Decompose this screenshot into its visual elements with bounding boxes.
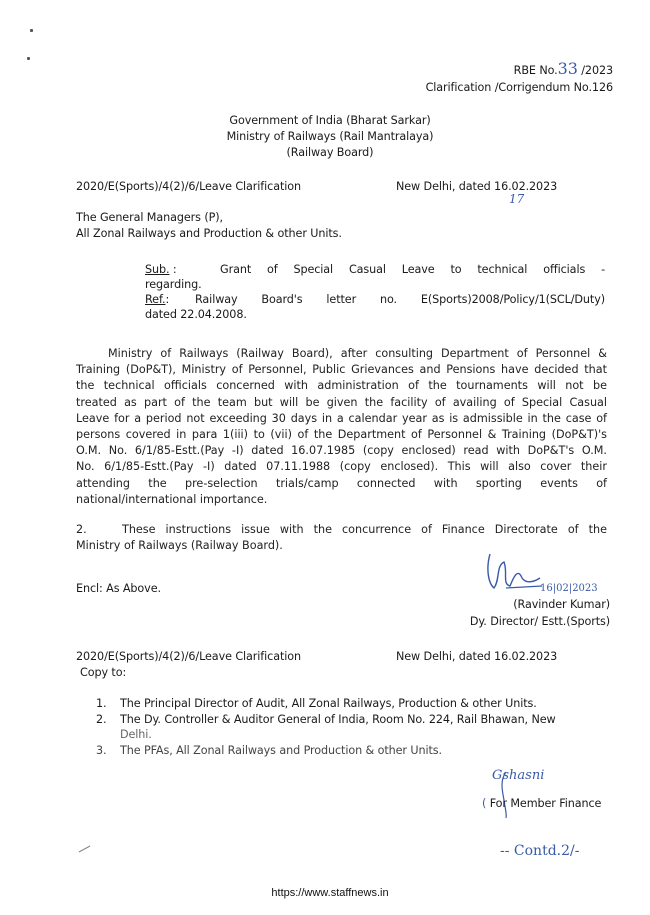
- ref-line2: dated 22.04.2008.: [145, 308, 247, 321]
- addressee-line1: The General Managers (P),: [76, 211, 223, 224]
- para1-line: the technical officials concerned with administration of the tournaments will not be: [76, 379, 607, 393]
- scan-mark: [78, 845, 92, 853]
- para2-number: 2.: [76, 523, 87, 536]
- footer-url[interactable]: https://www.staffnews.in: [271, 887, 389, 899]
- copy-list-item: 1. The Principal Director of Audit, All Zonal Railways, Production & other Units.: [96, 697, 537, 710]
- para1-line: No. 6/1/85-Estt.(Pay -I) dated 07.11.1988 (copy enclosed). This will also cover their: [76, 460, 607, 474]
- signature-date: 16|02|2023: [540, 583, 598, 594]
- sub-label: Sub.: [145, 263, 170, 276]
- para1-line: attending the pre-selection trials/camp connected with sporting events of: [76, 476, 607, 490]
- handwritten-contd: -- Contd.2/-: [500, 843, 580, 859]
- para1-line: treated as part of the team but will be given the facility of availing of Special Casual: [76, 395, 607, 409]
- addressee-line2: All Zonal Railways and Production & other Units.: [76, 227, 342, 240]
- para1-line: Leave for a period not exceeding 30 days in a calendar year as is admissible in the case of: [76, 411, 607, 425]
- subject-line1: Sub. : Grant of Special Casual Leave to technical officials -: [145, 263, 605, 276]
- para1-line: national/international importance.: [76, 492, 268, 506]
- ref-line1: Ref.: Railway Board's letter no. E(Sports)2008/Policy/1(SCL/Duty): [145, 293, 605, 306]
- body-paragraph-1: [76, 346, 607, 508]
- finance-signature-stroke: [496, 770, 516, 820]
- copy-list-item: 3. The PFAs, All Zonal Railways and Production & other Units.: [96, 744, 442, 757]
- scan-speck: [27, 57, 30, 60]
- finance-initials: Gshasni: [492, 768, 545, 783]
- para2-line2: Ministry of Railways (Railway Board).: [76, 539, 283, 553]
- para1-line: Ministry of Railways (Railway Board), after consulting Department of Personnel &: [108, 347, 607, 360]
- copy-file-number: 2020/E(Sports)/4(2)/6/Leave Clarification: [76, 650, 301, 663]
- subject-text: Grant of Special Casual Leave to technical officials -: [220, 263, 605, 276]
- for-member-finance: ( For Member Finance: [482, 797, 602, 810]
- rbe-number: RBE No.33 /2023: [513, 59, 613, 78]
- para1-line: Training (DoP&T), Ministry of Personnel, Public Grievances and Pensions have decided that: [76, 363, 607, 377]
- letterhead-board: (Railway Board): [286, 146, 374, 159]
- letterhead-ministry: Ministry of Railways (Rail Mantralaya): [226, 130, 434, 143]
- signatory-designation: Dy. Director/ Estt.(Sports): [469, 615, 610, 628]
- signature-scribble: [478, 548, 548, 598]
- rbe-handwritten-number: 33: [557, 59, 578, 78]
- ref-text: Railway Board's letter no. E(Sports)2008/Policy/1(SCL/Duty): [195, 293, 605, 306]
- para2-line1: 2. These instructions issue with the concurrence of Finance Directorate of the: [76, 522, 607, 538]
- copy-to-label: Copy to:: [80, 666, 127, 679]
- copy-list: [96, 696, 576, 758]
- scan-speck: [30, 29, 33, 32]
- clarification-number: Clarification /Corrigendum No.126: [425, 81, 613, 94]
- para1-line: O.M. No. 6/1/85-Estt.(Pay -I) dated 16.07.1985 (copy enclosed) read with DoP&T's O.M.: [76, 444, 607, 458]
- file-number: 2020/E(Sports)/4(2)/6/Leave Clarification: [76, 180, 301, 193]
- place-date: New Delhi, dated 16.02.2023: [396, 180, 558, 193]
- para1-line: persons covered in para 1(iii) to (vii) of the Department of Personnel & Training (DoP&T)'s: [76, 428, 607, 442]
- ref-label: Ref.: [145, 293, 166, 306]
- subject-block: [145, 262, 605, 322]
- handwritten-date-correction: 17: [509, 192, 525, 206]
- copy-place-date: New Delhi, dated 16.02.2023: [396, 650, 558, 663]
- letterhead-government: Government of India (Bharat Sarkar): [229, 114, 431, 127]
- signatory-name: (Ravinder Kumar): [513, 598, 610, 611]
- copy-list-item: 2. The Dy. Controller & Auditor General of India, Room No. 224, Rail Bhawan, New Delhi.: [96, 713, 556, 741]
- subject-line2: regarding.: [145, 278, 202, 291]
- enclosure: Encl: As Above.: [76, 582, 161, 595]
